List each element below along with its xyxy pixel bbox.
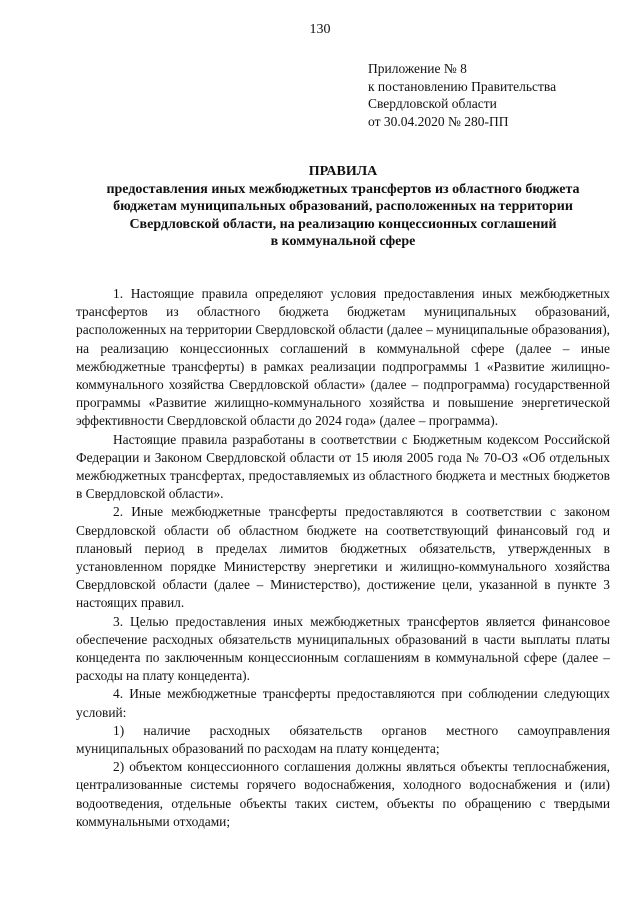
paragraph: 1) наличие расходных обязательств органов местного самоуправления муниципальных образований по расходам на плату концедента; [76, 722, 610, 757]
appendix-line: к постановлению Правительства [368, 78, 557, 94]
paragraph: 3. Целью предоставления иных межбюджетных трансфертов является финансовое обеспечение расходных обязательств муниципальных образований в части выплаты платы концедента по заключенным концессионным соглашениям в коммунальной сфере (далее – расходы на плату концедента). [76, 613, 610, 684]
paragraph: 1. Настоящие правила определяют условия предоставления иных межбюджетных трансфертов из областного бюджета бюджетам муниципальных образований, расположенных на территории Свердловской области (далее – муниципальные образования), на реализацию концессионных соглашений в коммунальной сфере (далее – иные межбюджетные трансферты) в рамках реализации подпрограммы 1 «Развитие жилищно-коммунального хозяйства Свердловской области» (далее – подпрограмма) государственной программы «Развитие жилищно-коммунального хозяйства и повышение энергетической эффективности Свердловской области до 2024 года» (далее – программа). [76, 286, 610, 429]
page-number: 130 [309, 22, 331, 37]
title-line: Свердловской области, на реализацию концессионных соглашений [129, 216, 557, 232]
title-line: в коммунальной сфере [270, 234, 416, 249]
appendix-line: Свердловской области [368, 96, 497, 111]
paragraph: 2. Иные межбюджетные трансферты предоставляются в соответствии с законом Свердловской области об областном бюджете на соответствующий финансовый год и плановый период в пределах лимитов бюджетных обязательств, утвержденных в установленном порядке Министерству энергетики и жилищно-коммунального хозяйства Свердловской области (далее – Министерство), достижение цели, указанной в пункте 3 настоящих правил. [76, 504, 610, 611]
title-line: предоставления иных межбюджетных трансфертов из областного бюджета [106, 181, 580, 197]
appendix-line: Приложение № 8 [368, 61, 467, 76]
paragraph: Настоящие правила разработаны в соответствии с Бюджетным кодексом Российской Федерации и Законом Свердловской области от 15 июля 2005 года № 70-ОЗ «Об отдельных межбюджетных трансфертах, предоставляемых из областного бюджета и местных бюджетов в Свердловской области». [76, 431, 610, 502]
title-line: бюджетам муниципальных образований, расположенных на территории [113, 199, 573, 214]
title-heading: ПРАВИЛА [308, 164, 378, 179]
document-title [70, 163, 616, 251]
paragraph: 2) объектом концессионного соглашения должны являться объекты теплоснабжения, централизованные системы горячего водоснабжения, холодного водоснабжения и (или) водоотведения, отдельные объекты таких систем, объекты по обращению с твердыми коммунальными отходами; [76, 759, 610, 829]
appendix-line: от 30.04.2020 № 280-ПП [368, 113, 509, 129]
paragraph: 4. Иные межбюджетные трансферты предоставляются при соблюдении следующих условий: [76, 686, 610, 720]
document-body [76, 285, 610, 831]
appendix-header [368, 60, 628, 130]
